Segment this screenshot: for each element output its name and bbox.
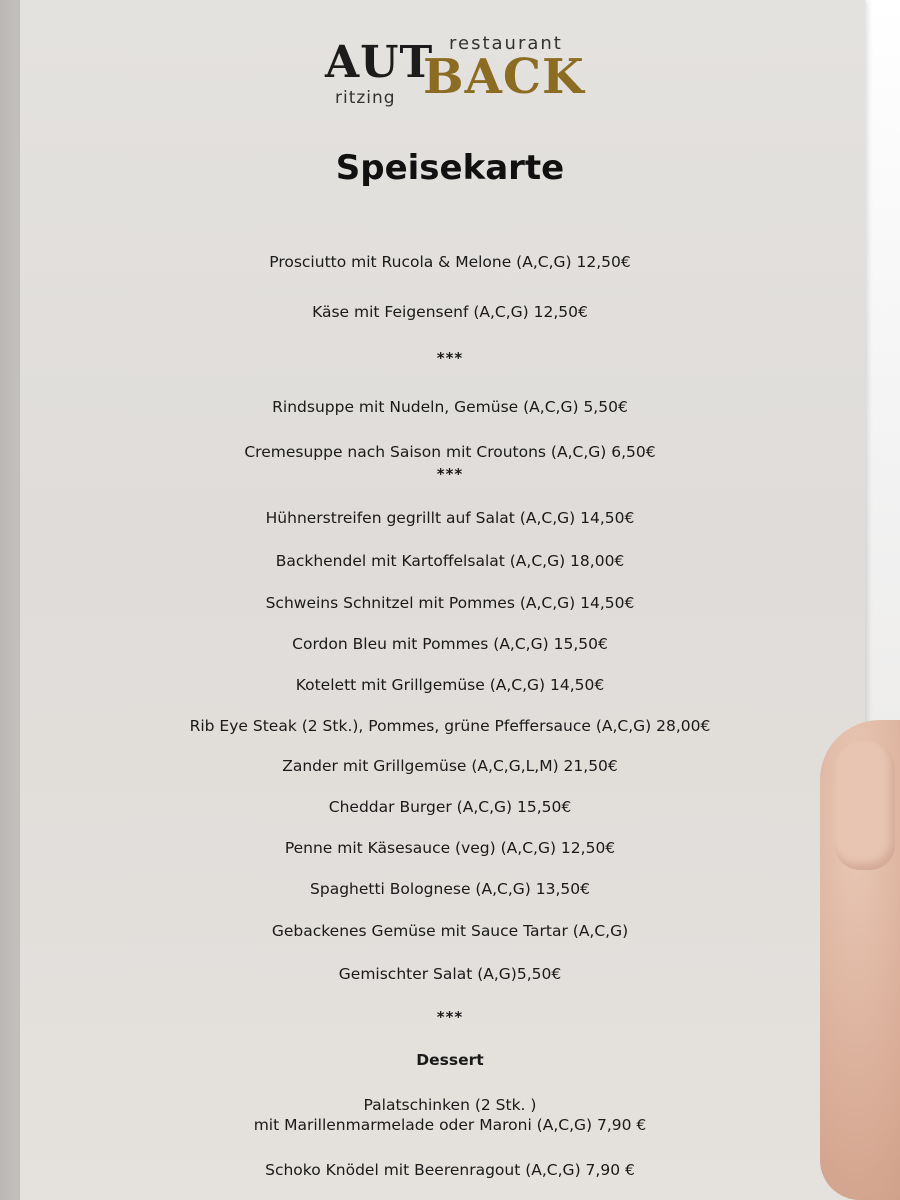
menu-item: Cordon Bleu mit Pommes (A,C,G) 15,50€ [292, 635, 608, 653]
menu-item: Prosciutto mit Rucola & Melone (A,C,G) 12,50€ [269, 253, 631, 271]
menu-item: Rib Eye Steak (2 Stk.), Pommes, grüne Pfeffersauce (A,C,G) 28,00€ [189, 717, 711, 735]
dessert-heading: Dessert [416, 1051, 484, 1069]
menu-item: Hühnerstreifen gegrillt auf Salat (A,C,G) 14,50€ [265, 509, 635, 527]
dessert-item: Schoko Knödel mit Beerenragout (A,C,G) 7,90 € [265, 1161, 635, 1179]
menu-item: Backhendel mit Kartoffelsalat (A,C,G) 18,00€ [275, 552, 625, 570]
logo-ritzing-text: ritzing [335, 88, 396, 108]
menu-item: Gebackenes Gemüse mit Sauce Tartar (A,C,G) [271, 922, 629, 940]
logo-restaurant-text: restaurant [449, 33, 563, 54]
menu-item: Kotelett mit Grillgemüse (A,C,G) 14,50€ [295, 676, 605, 694]
menu-item: Cremesuppe nach Saison mit Croutons (A,C,G) 6,50€ [244, 443, 656, 461]
thumb [835, 740, 895, 870]
logo-aut-text: AUT [325, 37, 434, 88]
menu-item: Spaghetti Bolognese (A,C,G) 13,50€ [310, 880, 590, 898]
dessert-item: Palatschinken (2 Stk. ) [363, 1096, 537, 1114]
section-separator: *** [436, 1008, 464, 1026]
menu-item: Zander mit Grillgemüse (A,C,G,L,M) 21,50€ [282, 757, 618, 775]
restaurant-logo [325, 35, 585, 115]
section-separator: *** [436, 349, 464, 367]
menu-item: Rindsuppe mit Nudeln, Gemüse (A,C,G) 5,50€ [272, 398, 628, 416]
logo-back-text: BACK [423, 49, 585, 105]
menu-item: Cheddar Burger (A,C,G) 15,50€ [328, 798, 572, 816]
section-separator: *** [436, 465, 464, 483]
menu-title: Speisekarte [335, 148, 565, 188]
menu-item: Käse mit Feigensenf (A,C,G) 12,50€ [312, 303, 588, 321]
dessert-item: mit Marillenmarmelade oder Maroni (A,C,G) 7,90 € [253, 1116, 647, 1134]
menu-item: Gemischter Salat (A,G)5,50€ [338, 965, 562, 983]
menu-item: Penne mit Käsesauce (veg) (A,C,G) 12,50€ [284, 839, 616, 857]
menu-item: Schweins Schnitzel mit Pommes (A,C,G) 14,50€ [265, 594, 635, 612]
